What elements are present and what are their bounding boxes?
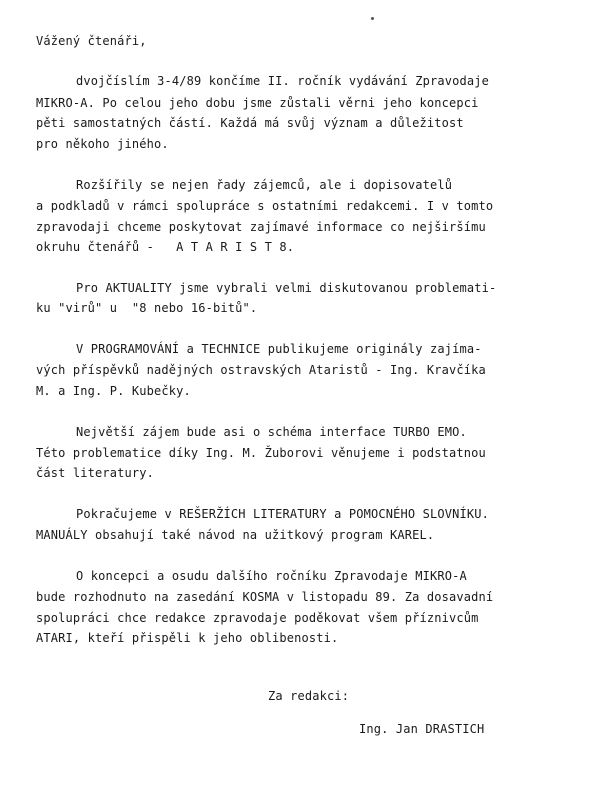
paragraph-5-line-1: Největší zájem bude asi o schéma interface TURBO EMO.	[76, 425, 467, 439]
paragraph-7-line-2: bude rozhodnuto na zasedání KOSMA v listopadu 89. Za dosavadní	[36, 590, 494, 604]
greeting: Vážený čtenáři,	[36, 34, 147, 48]
paragraph-5-line-2: Této problematice díky Ing. M. Žuborovi věnujeme i podstatnou	[36, 446, 486, 460]
paragraph-4-line-1: V PROGRAMOVÁNÍ a TECHNICE publikujeme originály zajíma-	[76, 342, 482, 356]
paragraph-7-line-4: ATARI, kteří přispěli k jeho oblibenosti.	[36, 631, 339, 645]
paragraph-1-line-4: pro někoho jiného.	[36, 137, 169, 151]
paragraph-6-line-1: Pokračujeme v REŠERŽÍCH LITERATURY a POMOCNÉHO SLOVNÍKU.	[76, 507, 489, 521]
paragraph-2-line-3: zpravodaji chceme poskytovat zajímavé informace co nejširšímu	[36, 220, 486, 234]
paragraph-7-line-1: O koncepci a osudu dalšího ročníku Zpravodaje MIKRO-A	[76, 569, 467, 583]
paragraph-2-line-4: okruhu čtenářů - A T A R I S T 8.	[36, 240, 295, 254]
paragraph-1-line-3: pěti samostatných částí. Každá má svůj význam a důležitost	[36, 116, 464, 130]
paragraph-2-line-2: a podkladů v rámci spolupráce s ostatními redakcemi. I v tomto	[36, 199, 494, 213]
paper-speck	[371, 17, 374, 20]
closing: Za redakci:	[268, 689, 350, 703]
paragraph-5-line-3: část literatury.	[36, 466, 154, 480]
paragraph-1-line-2: MIKRO-A. Po celou jeho dobu jsme zůstali věrni jeho koncepci	[36, 96, 479, 110]
paragraph-4-line-2: vých příspěvků nadějných ostravských Ataristů - Ing. Kravčíka	[36, 363, 486, 377]
paragraph-2-line-1: Rozšířily se nejen řady zájemců, ale i dopisovatelů	[76, 178, 453, 192]
paragraph-4-line-3: M. a Ing. P. Kubečky.	[36, 384, 191, 398]
signature: Ing. Jan DRASTICH	[359, 722, 485, 736]
paragraph-3-line-2: ku "virů" u "8 nebo 16-bitů".	[36, 301, 258, 315]
paragraph-7-line-3: spolupráci chce redakce zpravodaje poděkovat všem příznivcům	[36, 611, 479, 625]
paragraph-1-line-1: dvojčíslím 3-4/89 končíme II. ročník vydávání Zpravodaje	[76, 74, 489, 88]
paragraph-3-line-1: Pro AKTUALITY jsme vybrali velmi diskutovanou problemati-	[76, 281, 497, 295]
paragraph-6-line-2: MANUÁLY obsahují také návod na užitkový program KAREL.	[36, 528, 435, 542]
